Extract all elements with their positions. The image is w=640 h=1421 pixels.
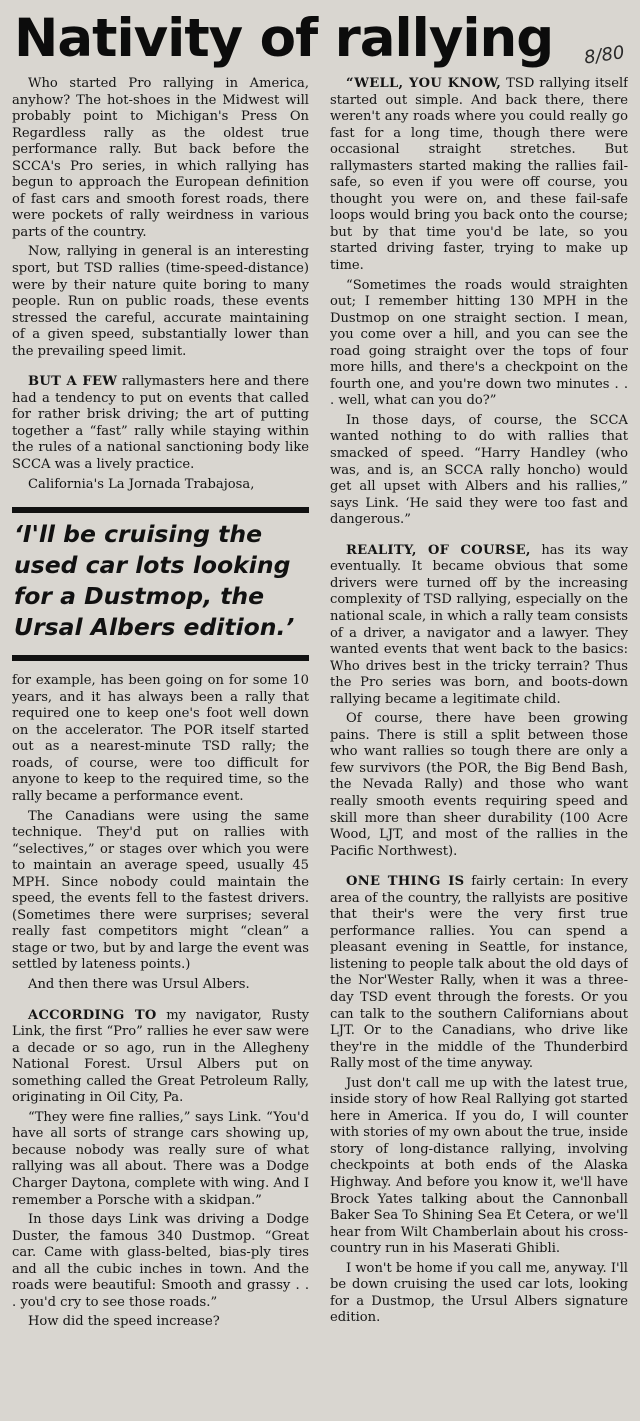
paragraph: And then there was Ursul Albers. — [28, 976, 250, 992]
headline: Nativity of rallying — [14, 8, 554, 69]
section-lead: BUT A FEW — [28, 374, 118, 390]
paragraph — [330, 543, 628, 708]
paragraph: “Sometimes the roads would straighten out; I remember hitting 130 MPH in the Dustmop on one straight section. I mean, you come over a hill, and you can see the road going straight over the tops of four more hills, and there's a checkpoint on the fourth one, and you're down two minutes . . . well, what can you do?” — [330, 277, 628, 409]
paragraph-text: my navigator, Rusty Link, the first “Pro” rallies he ever saw were a decade or so ago, run in the Allegheny National Forest. Ursul Albers put on something called the Great Petroleum Rally, originating in Oil City, Pa. — [12, 1007, 309, 1106]
pull-quote-text: ‘I'll be cruising the used car lots looking for a Dustmop, the Ursal Albers edition.’ — [14, 520, 295, 642]
right-column — [330, 76, 628, 1417]
left-column — [12, 76, 309, 1417]
paragraph: In those days Link was driving a Dodge Duster, the famous 340 Dustmop. “Great car. Came with glass-belted, bias-ply tires and all the cubic inches in town. And the roads were beautiful: Smooth and grassy . . . you'd cry to see those roads.” — [12, 1212, 309, 1310]
handwritten-date: 8/80 — [582, 42, 626, 69]
paragraph-text: has its way eventually. It became obvious that some drivers were turned off by the increasing complexity of TSD rallying, especially on the national scale, in which a rally team consists of a driver, a navigator and a lawyer. They wanted events that went back to the basics: Who drives best in the tricky terrain? Thus the Pro series was born, and boots-down rallying became a legitimate child. — [330, 542, 628, 707]
paragraph: California's La Jornada Trabajosa, — [28, 476, 255, 492]
paragraph: Now, rallying in general is an interesting sport, but TSD rallies (time-speed-distance) were by their nature quite boring to many people. Run on public roads, these events stressed the careful, accurate maintaining of a given speed, substantially lower than the prevailing speed limit. — [12, 244, 309, 359]
section-lead: REALITY, OF COURSE, — [346, 542, 531, 558]
paragraph: I won't be home if you call me, anyway. I'll be down cruising the used car lots, looking for a Dustmop, the Ursul Albers signature edition. — [330, 1260, 628, 1326]
section-lead: “WELL, YOU KNOW, — [346, 76, 502, 91]
paragraph-text: TSD rallying itself started out simple. And back there, there weren't any roads where you could really go fast for a long time, though there were occasional straight stretches. But rallymasters started making the rallies fail-safe, so even if you were off course, you thought you were on, and these fail-safe loops would bring you back onto the course; but by that time you'd be late, so you started driving faster, trying to make up time. — [330, 76, 628, 274]
paragraph: How did the speed increase? — [28, 1314, 220, 1330]
paragraph: for example, has been going on for some 10 years, and it has always been a rally that required one to keep one's foot well down on the accelerator. The POR itself started out as a nearest-minute TSD rally; the roads, of course, were too difficult for anyone to keep to the required time, so the rally became a performance event. — [12, 673, 309, 804]
paragraph — [12, 374, 309, 473]
paragraph: Who started Pro rallying in America, anyhow? The hot-shoes in the Midwest will probably point to Michigan's Press On Regardless rally as the oldest true performance rally. But back before the SCCA's Pro series, in which rallying has begun to approach the European definition of fast cars and smooth forest roads, there were pockets of rally weirdness in various parts of the country. — [12, 76, 309, 240]
paragraph: Just don't call me up with the latest true, inside story of how Real Rallying got started here in America. If you do, I will counter with stories of my own about the true, inside story of long-distance rallying, involving checkpoints at both ends of the Alaska Highway. And before you know it, we'll have Brock Yates talking about the Cannonball Baker Sea To Shining Sea Et Cetera, or we'll hear from Wilt Chamberlain about his cross-country run in his Maserati Ghibli. — [330, 1075, 628, 1257]
paragraph — [330, 874, 628, 1073]
pull-quote — [12, 507, 309, 661]
section-lead: ACCORDING TO — [28, 1007, 157, 1023]
paragraph: The Canadians were using the same technique. They'd put on rallies with “selectives,” or stages over which you were to maintain an average speed, usually 45 MPH. Since nobody could maintain the speed, the events fell to the fastest drivers. (Sometimes there were surprises; several really fast competitors might “clean” a stage or two, but by and large the event was settled by lateness points.) — [12, 808, 309, 973]
paragraph — [12, 1008, 309, 1107]
paragraph — [330, 76, 628, 275]
section-lead: ONE THING IS — [346, 874, 465, 890]
paragraph: “They were fine rallies,” says Link. “You'd have all sorts of strange cars showing up, because nobody was really sure of what rallying was all about. There was a Dodge Charger Daytona, complete with wing. And I remember a Porsche with a skidpan.” — [12, 1109, 309, 1208]
paragraph-text: fairly certain: In every area of the country, the rallyists are positive that their's were the very first true performance rallies. You can spend a pleasant evening in Seattle, for instance, listening to people talk about the old days of the Nor'Wester Rally, when it was a three-day TSD event through the forests. Or you can talk to the southern Californians about LJT. Or to the Canadians, who drive like they're in the middle of the Thunderbird Rally most of the time anyway. — [330, 874, 628, 1072]
paragraph-text: rallymasters here and there had a tendency to put on events that called for rather brisk driving; the art of putting together a “fast” rally while staying within the rules of a national sanctioning body like SCCA was a lively practice. — [12, 374, 309, 473]
paragraph: In those days, of course, the SCCA wanted nothing to do with rallies that smacked of speed. “Harry Handley (who was, and is, an SCCA rally honcho) would get all upset with Albers and his rallies,” says Link. ‘He said they were too fast and dangerous.” — [330, 412, 628, 528]
paragraph: Of course, there have been growing pains. There is still a split between those who want rallies so tough there are only a few survivors (the POR, the Big Bend Bash, the Nevada Rally) and those who want really smooth events requiring speed and skill more than sheer durability (100 Acre Wood, LJT, and most of the rallies in the Pacific Northwest). — [330, 711, 628, 859]
